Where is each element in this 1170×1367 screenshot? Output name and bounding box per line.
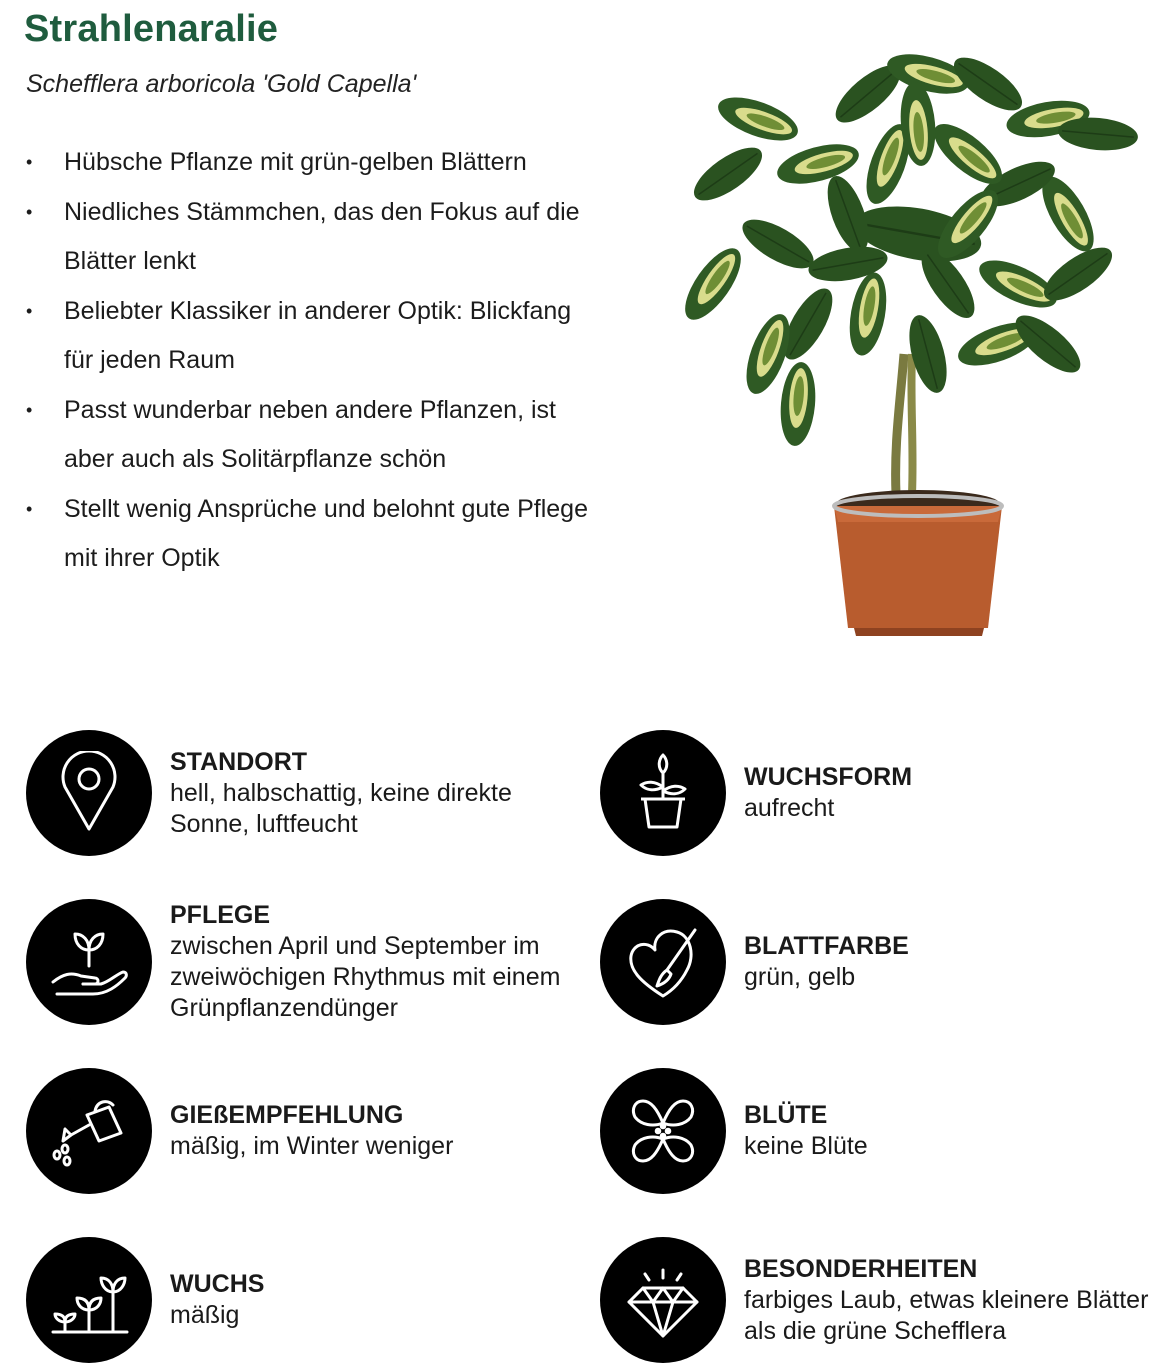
feature-item: • Niedliches Stämmchen, das den Fokus auf die Blätter lenkt xyxy=(26,188,606,287)
page-title: Strahlenaralie xyxy=(24,8,279,50)
attribute-label: STANDORT xyxy=(170,747,308,776)
attribute-value: aufrecht xyxy=(744,794,835,822)
hand-sprout-icon xyxy=(26,899,152,1025)
botanical-name: Schefflera arboricola 'Gold Capella' xyxy=(26,70,417,98)
attribute-wuchs xyxy=(26,1237,586,1367)
diamond-icon xyxy=(600,1237,726,1363)
attribute-label: BLÜTE xyxy=(744,1101,828,1129)
feature-item: • Hübsche Pflanze mit grün-gelben Blättern xyxy=(26,138,606,188)
potted-plant-icon xyxy=(600,730,726,856)
attribute-value: farbiges Laub, etwas kleinere Blätter als die grüne Schefflera xyxy=(744,1285,1149,1345)
attribute-label: PFLEGE xyxy=(170,901,271,929)
feature-item: • Beliebter Klassiker in anderer Optik: Blickfang für jeden Raum xyxy=(26,287,606,386)
attribute-label: WUCHSFORM xyxy=(744,763,913,791)
attribute-value: mäßig, im Winter weniger xyxy=(170,1132,454,1160)
attribute-value: keine Blüte xyxy=(744,1132,868,1160)
feature-item: • Stellt wenig Ansprüche und belohnt gute Pflege mit ihrer Optik xyxy=(26,485,606,584)
plant-image xyxy=(668,24,1148,644)
attribute-label: GIEßEMPFEHLUNG xyxy=(170,1101,404,1129)
attribute-bluete xyxy=(600,1068,1160,1198)
seedlings-growth-icon xyxy=(26,1237,152,1363)
attribute-value: mäßig xyxy=(170,1301,240,1329)
attribute-label: BLATTFARBE xyxy=(744,932,909,960)
leaf-brush-icon xyxy=(600,899,726,1025)
attribute-blattfarbe xyxy=(600,899,1160,1029)
attribute-label: WUCHS xyxy=(170,1270,265,1298)
attribute-value: zwischen April und September im zweiwöchigen Rhythmus mit einem Grünpflanzendünger xyxy=(170,932,561,1022)
attribute-standort xyxy=(26,730,586,860)
attribute-besonderheiten xyxy=(600,1237,1160,1367)
flower-icon xyxy=(600,1068,726,1194)
watering-can-icon xyxy=(26,1068,152,1194)
attribute-pflege xyxy=(26,899,586,1029)
feature-list xyxy=(26,138,606,584)
attribute-giessempfehlung xyxy=(26,1068,586,1198)
location-pin-icon xyxy=(26,730,152,856)
feature-item: • Passt wunderbar neben andere Pflanzen, ist aber auch als Solitärpflanze schön xyxy=(26,386,606,485)
attribute-value: grün, gelb xyxy=(744,963,856,991)
attribute-label: BESONDERHEITEN xyxy=(744,1254,978,1283)
attribute-value: hell, halbschattig, keine direkte Sonne, luftfeucht xyxy=(170,778,512,838)
attribute-wuchsform xyxy=(600,730,1160,860)
